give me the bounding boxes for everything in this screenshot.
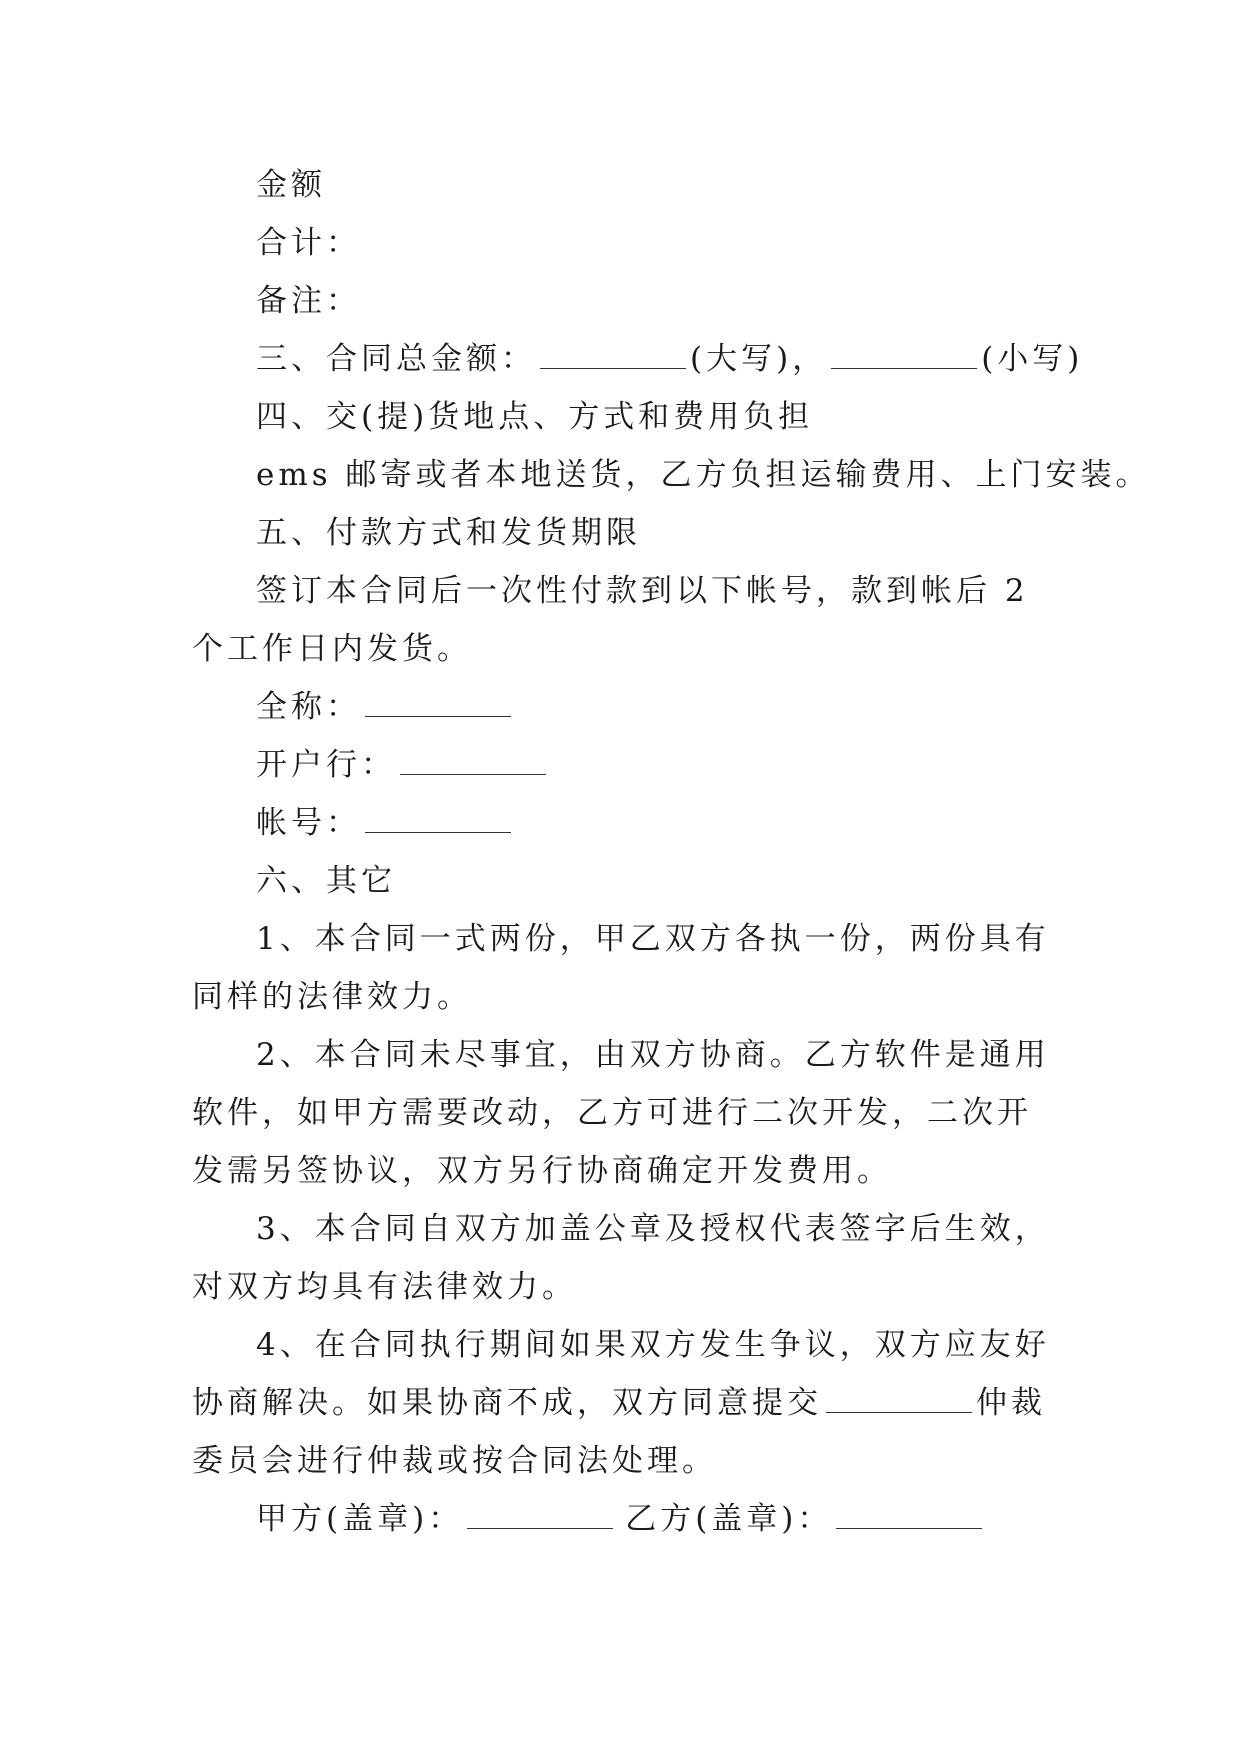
total-line bbox=[192, 214, 1052, 272]
remark-line bbox=[192, 272, 1052, 330]
section-5-body-text: 签订本合同后一次性付款到以下帐号，款到帐后 2 个工作日内发货。 bbox=[192, 573, 1029, 667]
bank-label: 开户行： bbox=[256, 747, 396, 783]
other-item-1-text: 1、本合同一式两份，甲乙双方各执一份，两份具有同样的法律效力。 bbox=[192, 921, 1050, 1015]
section-5-title bbox=[192, 504, 1052, 562]
arbitration-blank bbox=[826, 1386, 972, 1413]
bank-line bbox=[192, 736, 1052, 794]
section-6-title-text: 六、其它 bbox=[256, 863, 396, 899]
section-5-body bbox=[192, 562, 1052, 678]
upper-amount-label: (大写)， bbox=[690, 341, 828, 377]
amount-header-text: 金额 bbox=[256, 167, 326, 203]
party-a-label: 甲方(盖章)： bbox=[256, 1501, 464, 1537]
section-4-title bbox=[192, 388, 1052, 446]
section-6-title bbox=[192, 852, 1052, 910]
total-label: 合计： bbox=[256, 225, 361, 261]
bank-blank bbox=[400, 748, 546, 775]
remark-label: 备注： bbox=[256, 283, 361, 319]
section-3-label: 三、合同总金额： bbox=[256, 341, 536, 377]
fullname-blank bbox=[365, 690, 511, 717]
account-blank bbox=[365, 806, 511, 833]
other-item-4-text-a: 4、在合同执行期间如果双方发生争议，双方应友好协商解决。如果协商不成，双方同意提交 bbox=[192, 1327, 1050, 1421]
other-item-4 bbox=[192, 1316, 1052, 1490]
party-a-blank bbox=[467, 1502, 613, 1529]
section-4-body-text: ems 邮寄或者本地送货，乙方负担运输费用、上门安装。 bbox=[256, 457, 1151, 493]
fullname-line bbox=[192, 678, 1052, 736]
section-4-title-text: 四、交(提)货地点、方式和费用负担 bbox=[256, 399, 814, 435]
fullname-label: 全称： bbox=[256, 689, 361, 725]
section-4-body bbox=[192, 446, 1151, 504]
upper-amount-blank bbox=[540, 342, 686, 369]
lower-amount-blank bbox=[831, 342, 977, 369]
contract-body bbox=[192, 156, 1151, 1548]
other-item-2 bbox=[192, 1026, 1052, 1200]
party-b-label: 乙方(盖章)： bbox=[625, 1501, 833, 1537]
other-item-3-text: 3、本合同自双方加盖公章及授权代表签字后生效，对双方均具有法律效力。 bbox=[192, 1211, 1050, 1305]
account-label: 帐号： bbox=[256, 805, 361, 841]
account-line bbox=[192, 794, 1052, 852]
other-item-4-text-b: 仲裁委员会进行仲裁或按合同法处理。 bbox=[192, 1385, 1046, 1479]
other-item-3 bbox=[192, 1200, 1052, 1316]
amount-header bbox=[192, 156, 1052, 214]
other-item-2-text: 2、本合同未尽事宜，由双方协商。乙方软件是通用软件，如甲方需要改动，乙方可进行二次开发，二次开发需另签协议，双方另行协商确定开发费用。 bbox=[192, 1037, 1050, 1189]
section-3-total-amount bbox=[192, 330, 1084, 388]
party-b-blank bbox=[836, 1502, 982, 1529]
section-5-title-text: 五、付款方式和发货期限 bbox=[256, 515, 641, 551]
signature-line bbox=[192, 1490, 1052, 1548]
lower-amount-label: (小写) bbox=[981, 341, 1084, 377]
other-item-1 bbox=[192, 910, 1052, 1026]
